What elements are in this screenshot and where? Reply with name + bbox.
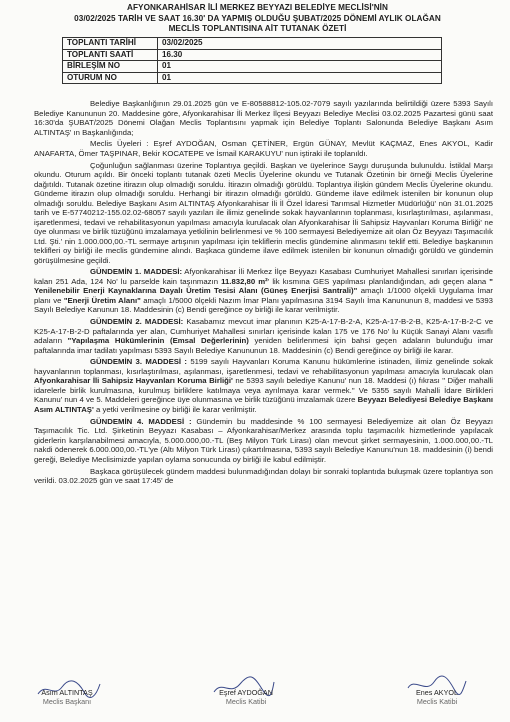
agenda-item-3-union: Afyonkarahisar İli Sahipsiz Hayvanları Koruma Birliği' <box>34 376 233 386</box>
sitting-no-label: OTURUM NO <box>63 72 158 84</box>
agenda-item-1-text-d: amaçlı 1/5000 ölçekli Nazım İmar Planı yapılmasına 3194 Sayılı İma Kanununun 8, maddesi ve 5393 Sayılı Belediye Kanunun 18. Maddesinin (c) Bendi gereğince oy birliği ile karar verilmiştir. <box>34 295 493 315</box>
session-no-label: BİRLEŞİM NO <box>63 61 158 73</box>
agenda-item-2-text-a: Kasabamız mevcut imar planının K25-A-17-B-2-A, K25-A-17-B-2-B, K25-A-17-B-2-C ve K25-A-17-B-2-D paftalarında yer alan, Cumhuriyet Mahallesi sınırları içerisinde kalan 175 ve 176 No' lu Küçük Sanayi Alanı vasıflı adaların <box>34 317 493 346</box>
meeting-info-table <box>62 37 442 84</box>
table-row <box>63 49 442 61</box>
agenda-item-2-heading: GÜNDEMİN 2. MADDESİ: <box>90 317 184 327</box>
title-line-2: 03/02/2025 TARİH VE SAAT 16.30' DA YAPMIŞ OLDUĞU ŞUBAT/2025 DÖNEMİ AYLIK OLAĞAN <box>74 13 441 23</box>
agenda-item-2-emphasis: "Yapılaşma Hükümlerinin (Emsal Değerlerinin) <box>67 336 249 346</box>
document-title <box>30 3 485 35</box>
agenda-item-1-heading: GÜNDEMİN 1. MADDESİ: <box>90 267 183 277</box>
agenda-item-1-plan-2: "Enerji Üretim Alanı" <box>63 295 141 305</box>
intro-paragraph: Belediye Başkanlığının 29.01.2025 gün ve E-80588812-105.02-7079 sayılı yazılarında belirtildiği üzere 5393 Sayılı Belediye Kanununun 20. Maddesine göre, Afyonkarahisar İli Merkez İlçesi Beyyazı Belediye Meclisi 03.02.2025 Pazartesi günü saat 16:30'da ŞUBAT/2025 Dönemi Olağan Meclis Toplantısını yapmak için Belediye Toplantı Salonunda Belediye Başkanı Asım ALTINTAŞ' ın Başkanlığında; <box>34 99 493 137</box>
sitting-no-value: 01 <box>158 72 442 84</box>
agenda-item-3 <box>34 357 493 414</box>
agenda-item-3-authorized: Beyyazı Belediyesi Belediye Başkanı Asım ALTINTAŞ' <box>34 395 494 414</box>
agenda-item-1-plan: " Yenilenebilir Enerji Kaynaklarına Dayalı Üretim Tesisi Alanı (Güneş Enerjisi Santrali)" <box>34 276 493 296</box>
meeting-date-value: 03/02/2025 <box>158 38 442 50</box>
agenda-item-1-text-b: ' lik kısmına GES yapılması planlandığından, adı geçen alana <box>267 276 490 286</box>
meeting-date-label: TOPLANTI TARİHİ <box>63 38 158 50</box>
closing-paragraph: Başkaca görüşülecek gündem maddesi bulunmadığından dolayı bir sonraki toplantıda buluşmak üzere toplantıya son verildi. 03.02.2025 gün ve saat 17:45' de <box>34 466 493 486</box>
signature-role: Meclis Katibi <box>225 697 267 706</box>
minutes-body <box>34 99 493 488</box>
agenda-item-2 <box>34 317 493 355</box>
session-no-value: 01 <box>158 61 442 73</box>
agenda-item-2-text-c: yeniden belirlenmesi için bahsi geçen adaların bulunduğu imar paftalarında imar tadilatı yapılması 5393 Sayılı Belediye Kanununun 18. Maddesinin (c) Bendi gereğince oy birliği ile karar. <box>34 336 493 355</box>
title-line-1: AFYONKARAHİSAR İLİ MERKEZ BEYYAZI BELEDİYE MECLİSİ'NİN <box>127 3 388 12</box>
table-row <box>63 38 442 50</box>
agenda-item-1-text-a: Afyonkarahisar İli Merkez İlçe Beyyazı Kasabası Cumhuriyet Mahallesi sınırları içerisinde kalan 251 Ada, 124 No' lu parselde kain taşınmazın <box>34 267 493 286</box>
signature-role: Meclis Başkanı <box>42 697 92 706</box>
agenda-item-1 <box>34 267 493 315</box>
title-line-3: MECLİS TOPLANTISINA AİT TUTANAK ÖZETİ <box>168 24 347 34</box>
signature-name: Asım ALTINTAŞ <box>41 688 93 697</box>
agenda-item-3-text-a: 5199 sayılı Hayvanları Koruma Kanunu hükümlerine istinaden, ilimiz genelinde sokak hayvanlarının toplanması, kısırlaştırılması, aşılanması, işaretlenmesi, tedavi ve rehabilitasyonun yapılması amacıyla kurulacak olan <box>34 357 494 376</box>
agenda-item-1-text-c: amaçlı 1/1000 ölçekli Uygulama İmar planı ve <box>34 286 493 305</box>
signature-name: Eşref AYDOĞAN <box>219 688 273 697</box>
meeting-time-value: 16.30 <box>158 49 442 61</box>
agenda-item-1-area: 11.832,80 m² <box>221 276 268 286</box>
agenda-item-4-heading: GÜNDEMİN 4. MADDESİ : <box>90 416 192 426</box>
proceedings-paragraph: Çoğunluğun sağlanması üzerine Toplantıya geçildi. Başkan ve üyelerince Saygı duruşunda bulunuldu. İstiklal Marşı okundu. Oturum açıldı. Bir önceki toplantı tutanak özeti Meclis Üyelerine okundu ve Tutanak Özetinin bir örneği Meclis Üyelerine dağıtıldı. Tutanak özetine itirazın olup olmadığı soruldu. İtirazın olmadığı görüldü. Toplantıya ilişkin gündem Meclis Üyelerine okundu. Gündeme itirazın olup olmadığı soruldu. Herhangi bir itirazın olmadığı görüldü. Gündeme ilave edilmek istenilen bir konunun olup olmadığı soruldu. Belediye Başkanı Asım ALTINTAŞ Afyonkarahisar İli İl Özel İdaresi Tarımsal Hizmetler Müdürlüğü' nün 31.01.2025 tarih ve E-57740212-155.02.02-68057 sayılı yazıları ile ilimiz genelinde sokak hayvanlarının toplanması, kısırlaştırılması, aşılanması, işaretlenmesi, tedavi ve rehabilitasyonun yapılması amacıyla kurulacak olan Afyonkarahisar İli Sahipsiz Hayvanları Koruma Birliği' ne üye olunması ve birlik tüzüğünü imzalamaya yetkilinin belirlenmesi ve % 100 sermayesi Belediyemize ait olan Öz Beyyazı Taşımacılık Ltd. Şti.' nin 1.000.000,00.-TL sermaye artışının yapılması için tekliflerin meclis gündemine alınmasını teklif etti. Belediye başkanının teklifleri oy birliği ile meclis gündemine alındı. Başkaca gündeme ilave edilmek istenilen bir konunun olmadığı görüldü ve gündemin görüşülmesine geçildi. <box>34 160 493 265</box>
members-paragraph: Meclis Üyeleri : Eşref AYDOĞAN, Osman ÇETİNER, Ergün GÜNAY, Mevlüt KAÇMAZ, Enes AKYOL, Kadir ANAFARTA, Ömer TAŞPINAR, Bekir KOCATEPE ve İsmail KARAKUYU' nun iştiraki ile toplanıldı. <box>34 139 493 158</box>
signature-chairman <box>22 688 112 706</box>
agenda-item-4 <box>34 417 493 465</box>
signature-role: Meclis Katibi <box>416 697 458 706</box>
signature-clerk-2 <box>392 688 482 706</box>
agenda-item-3-text-e: a yetki verilmesine oy birliği ile karar verilmiştir. <box>93 404 257 414</box>
agenda-item-4-text: Gündemin bu maddesinde % 100 sermayesi Belediyemize ait olan Öz Beyyazı Taşımacılık Tic. Ltd. Şirketinin Beyyazı Kasabası – Afyonkarahisar/Merkez arasında toplu taşımacılık hizmetlerinde yapılacak giderlerin karşılanabilmesi amacıyla, 5.000.000,00.-TL (Beş Milyon Türk Lirası) olan mevcut şirket sermayesinin, 1.000.000,00.-TL nakdi ödenerek 6.000.000,00.-TL'ye (Altı Milyon Türk Lirası) çıkartılmasına, 5393 sayılı Belediye Kanunu'nun 18. maddesinin (i) bendi gereği, Belediye Meclisimizde yapılan oylama sonucunda oy birliği ile kabul edilmiştir. <box>34 416 494 464</box>
agenda-item-3-heading: GÜNDEMİN 3. MADDESİ : <box>90 357 187 367</box>
agenda-item-3-text-c: ne 5393 sayılı belediye Kanunu' nun 18. Maddesi (ı) fıkrası " Diğer mahalli idarelerle birlik kurulmasına, kurulmuş birliklere katılmaya veya ayrılmaya karar vermek." Ve 5355 sayılı Mahalli İdare Birlikleri Kanunu' nun 4 ve 5. Maddeleri gereğince üye olunmasına ve birlik tüzüğünü imzalamak üzere <box>34 376 493 405</box>
meeting-time-label: TOPLANTI SAATİ <box>63 49 158 61</box>
signature-name: Enes AKYOL <box>416 688 458 697</box>
table-row <box>63 72 442 84</box>
table-row <box>63 61 442 73</box>
signature-clerk-1 <box>196 688 296 706</box>
